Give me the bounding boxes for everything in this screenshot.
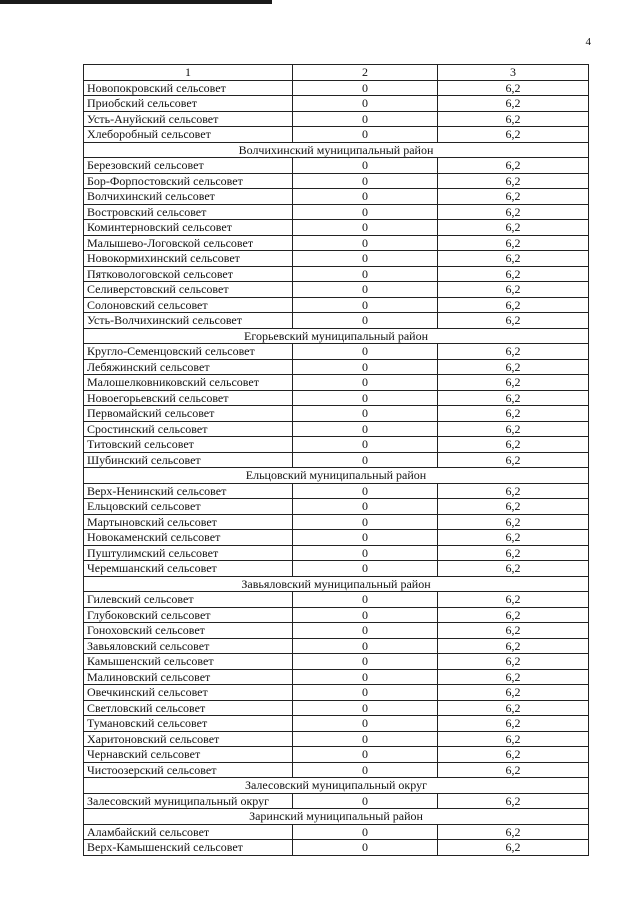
settlement-name-cell: Гилевский сельсовет (84, 592, 293, 608)
district-header-row (84, 142, 589, 158)
settlement-name-cell: Волчихинский сельсовет (84, 189, 293, 205)
settlement-name-cell: Пятковологовской сельсовет (84, 266, 293, 282)
header-cell-2: 2 (293, 65, 438, 81)
table-row (84, 437, 589, 453)
table-row (84, 514, 589, 530)
settlement-name-cell: Востровский сельсовет (84, 204, 293, 220)
settlement-name-cell: Завьяловский сельсовет (84, 638, 293, 654)
column-3-value-cell: 6,2 (438, 127, 589, 143)
column-2-value-cell: 0 (293, 824, 438, 840)
table-row (84, 669, 589, 685)
table-row (84, 80, 589, 96)
table-row (84, 700, 589, 716)
column-3-value-cell: 6,2 (438, 437, 589, 453)
district-title: Волчихинский муниципальный район (84, 142, 589, 158)
column-2-value-cell: 0 (293, 344, 438, 360)
district-header-row (84, 328, 589, 344)
settlement-name-cell: Новокормихинский сельсовет (84, 251, 293, 267)
column-3-value-cell: 6,2 (438, 747, 589, 763)
settlement-name-cell: Чернавский сельсовет (84, 747, 293, 763)
district-header-row (84, 576, 589, 592)
settlement-name-cell: Верх-Камышенский сельсовет (84, 840, 293, 856)
column-2-value-cell: 0 (293, 638, 438, 654)
column-3-value-cell: 6,2 (438, 204, 589, 220)
district-header-row (84, 468, 589, 484)
table-row (84, 824, 589, 840)
table-row (84, 173, 589, 189)
table-row (84, 654, 589, 670)
column-3-value-cell: 6,2 (438, 545, 589, 561)
table-row (84, 840, 589, 856)
column-2-value-cell: 0 (293, 793, 438, 809)
column-3-value-cell: 6,2 (438, 80, 589, 96)
settlement-name-cell: Малышево-Логовской сельсовет (84, 235, 293, 251)
settlement-name-cell: Пуштулимский сельсовет (84, 545, 293, 561)
column-2-value-cell: 0 (293, 623, 438, 639)
table-row (84, 716, 589, 732)
column-3-value-cell: 6,2 (438, 638, 589, 654)
table-row (84, 344, 589, 360)
column-3-value-cell: 6,2 (438, 530, 589, 546)
table-row (84, 421, 589, 437)
settlement-name-cell: Новоегорьевский сельсовет (84, 390, 293, 406)
column-2-value-cell: 0 (293, 607, 438, 623)
table-row (84, 747, 589, 763)
column-2-value-cell: 0 (293, 127, 438, 143)
settlement-name-cell: Новопокровский сельсовет (84, 80, 293, 96)
settlement-name-cell: Светловский сельсовет (84, 700, 293, 716)
column-2-value-cell: 0 (293, 96, 438, 112)
table-row (84, 220, 589, 236)
table-row (84, 158, 589, 174)
settlement-name-cell: Березовский сельсовет (84, 158, 293, 174)
settlement-name-cell: Камышенский сельсовет (84, 654, 293, 670)
settlement-name-cell: Залесовский муниципальный округ (84, 793, 293, 809)
column-3-value-cell: 6,2 (438, 669, 589, 685)
settlement-name-cell: Малошелковниковский сельсовет (84, 375, 293, 391)
table-row (84, 499, 589, 515)
column-2-value-cell: 0 (293, 282, 438, 298)
column-2-value-cell: 0 (293, 390, 438, 406)
column-3-value-cell: 6,2 (438, 592, 589, 608)
column-2-value-cell: 0 (293, 452, 438, 468)
column-2-value-cell: 0 (293, 313, 438, 329)
column-2-value-cell: 0 (293, 406, 438, 422)
column-3-value-cell: 6,2 (438, 390, 589, 406)
settlement-name-cell: Овечкинский сельсовет (84, 685, 293, 701)
column-3-value-cell: 6,2 (438, 282, 589, 298)
table-row (84, 793, 589, 809)
table-row (84, 127, 589, 143)
table-row (84, 390, 589, 406)
column-2-value-cell: 0 (293, 530, 438, 546)
scan-edge-mark (0, 0, 272, 4)
column-2-value-cell: 0 (293, 235, 438, 251)
column-3-value-cell: 6,2 (438, 793, 589, 809)
settlement-name-cell: Гоноховский сельсовет (84, 623, 293, 639)
table-row (84, 251, 589, 267)
column-2-value-cell: 0 (293, 700, 438, 716)
column-2-value-cell: 0 (293, 561, 438, 577)
table-row (84, 623, 589, 639)
column-3-value-cell: 6,2 (438, 158, 589, 174)
settlement-name-cell: Солоновский сельсовет (84, 297, 293, 313)
column-3-value-cell: 6,2 (438, 685, 589, 701)
settlement-name-cell: Бор-Форпостовский сельсовет (84, 173, 293, 189)
column-2-value-cell: 0 (293, 437, 438, 453)
district-title: Егорьевский муниципальный район (84, 328, 589, 344)
column-2-value-cell: 0 (293, 297, 438, 313)
header-cell-3: 3 (438, 65, 589, 81)
settlement-name-cell: Усть-Ануйский сельсовет (84, 111, 293, 127)
table-row (84, 235, 589, 251)
column-3-value-cell: 6,2 (438, 173, 589, 189)
column-3-value-cell: 6,2 (438, 111, 589, 127)
column-3-value-cell: 6,2 (438, 266, 589, 282)
settlement-name-cell: Аламбайский сельсовет (84, 824, 293, 840)
table-row (84, 762, 589, 778)
column-2-value-cell: 0 (293, 359, 438, 375)
district-header-row (84, 778, 589, 794)
column-2-value-cell: 0 (293, 483, 438, 499)
column-2-value-cell: 0 (293, 204, 438, 220)
settlement-name-cell: Ельцовский сельсовет (84, 499, 293, 515)
column-3-value-cell: 6,2 (438, 716, 589, 732)
column-3-value-cell: 6,2 (438, 824, 589, 840)
district-title: Завьяловский муниципальный район (84, 576, 589, 592)
column-3-value-cell: 6,2 (438, 359, 589, 375)
column-3-value-cell: 6,2 (438, 762, 589, 778)
settlement-name-cell: Глубоковский сельсовет (84, 607, 293, 623)
table-row (84, 189, 589, 205)
column-3-value-cell: 6,2 (438, 313, 589, 329)
table-row (84, 359, 589, 375)
settlement-name-cell: Селиверстовский сельсовет (84, 282, 293, 298)
table-row (84, 96, 589, 112)
table-row (84, 530, 589, 546)
column-2-value-cell: 0 (293, 685, 438, 701)
settlement-name-cell: Титовский сельсовет (84, 437, 293, 453)
table-row (84, 111, 589, 127)
settlement-name-cell: Чистоозерский сельсовет (84, 762, 293, 778)
header-cell-1: 1 (84, 65, 293, 81)
column-2-value-cell: 0 (293, 251, 438, 267)
settlement-name-cell: Хлеборобный сельсовет (84, 127, 293, 143)
column-2-value-cell: 0 (293, 220, 438, 236)
settlement-name-cell: Коминтерновский сельсовет (84, 220, 293, 236)
settlement-name-cell: Мартыновский сельсовет (84, 514, 293, 530)
column-3-value-cell: 6,2 (438, 514, 589, 530)
column-3-value-cell: 6,2 (438, 840, 589, 856)
table-row (84, 607, 589, 623)
settlement-name-cell: Черемшанский сельсовет (84, 561, 293, 577)
column-2-value-cell: 0 (293, 514, 438, 530)
settlement-name-cell: Приобский сельсовет (84, 96, 293, 112)
column-2-value-cell: 0 (293, 840, 438, 856)
table-row (84, 545, 589, 561)
column-3-value-cell: 6,2 (438, 375, 589, 391)
district-title: Залесовский муниципальный округ (84, 778, 589, 794)
column-3-value-cell: 6,2 (438, 297, 589, 313)
table-row (84, 731, 589, 747)
column-2-value-cell: 0 (293, 173, 438, 189)
table-row (84, 452, 589, 468)
table-row (84, 282, 589, 298)
column-3-value-cell: 6,2 (438, 731, 589, 747)
settlement-name-cell: Кругло-Семенцовский сельсовет (84, 344, 293, 360)
district-title: Заринский муниципальный район (84, 809, 589, 825)
column-3-value-cell: 6,2 (438, 623, 589, 639)
column-2-value-cell: 0 (293, 654, 438, 670)
column-2-value-cell: 0 (293, 421, 438, 437)
settlement-name-cell: Малиновский сельсовет (84, 669, 293, 685)
column-2-value-cell: 0 (293, 716, 438, 732)
column-2-value-cell: 0 (293, 158, 438, 174)
column-3-value-cell: 6,2 (438, 96, 589, 112)
column-2-value-cell: 0 (293, 747, 438, 763)
column-2-value-cell: 0 (293, 266, 438, 282)
column-3-value-cell: 6,2 (438, 700, 589, 716)
data-table (83, 64, 589, 856)
header-row (84, 65, 589, 81)
column-2-value-cell: 0 (293, 375, 438, 391)
column-3-value-cell: 6,2 (438, 220, 589, 236)
settlement-name-cell: Шубинский сельсовет (84, 452, 293, 468)
column-2-value-cell: 0 (293, 592, 438, 608)
table-row (84, 266, 589, 282)
settlement-name-cell: Лебяжинский сельсовет (84, 359, 293, 375)
table-row (84, 297, 589, 313)
page-number: 4 (585, 36, 591, 48)
district-title: Ельцовский муниципальный район (84, 468, 589, 484)
settlement-name-cell: Тумановский сельсовет (84, 716, 293, 732)
table-row (84, 592, 589, 608)
table-row (84, 685, 589, 701)
column-3-value-cell: 6,2 (438, 452, 589, 468)
table-row (84, 204, 589, 220)
settlement-name-cell: Первомайский сельсовет (84, 406, 293, 422)
column-3-value-cell: 6,2 (438, 344, 589, 360)
table-row (84, 375, 589, 391)
column-3-value-cell: 6,2 (438, 654, 589, 670)
settlement-name-cell: Усть-Волчихинский сельсовет (84, 313, 293, 329)
column-2-value-cell: 0 (293, 80, 438, 96)
column-3-value-cell: 6,2 (438, 251, 589, 267)
settlement-name-cell: Сростинский сельсовет (84, 421, 293, 437)
column-3-value-cell: 6,2 (438, 561, 589, 577)
column-3-value-cell: 6,2 (438, 235, 589, 251)
settlement-name-cell: Верх-Ненинский сельсовет (84, 483, 293, 499)
column-2-value-cell: 0 (293, 669, 438, 685)
table-row (84, 406, 589, 422)
settlement-name-cell: Новокаменский сельсовет (84, 530, 293, 546)
column-2-value-cell: 0 (293, 545, 438, 561)
district-header-row (84, 809, 589, 825)
column-2-value-cell: 0 (293, 111, 438, 127)
column-3-value-cell: 6,2 (438, 421, 589, 437)
column-2-value-cell: 0 (293, 499, 438, 515)
column-2-value-cell: 0 (293, 189, 438, 205)
column-2-value-cell: 0 (293, 762, 438, 778)
column-3-value-cell: 6,2 (438, 483, 589, 499)
table-row (84, 483, 589, 499)
column-3-value-cell: 6,2 (438, 499, 589, 515)
table-body (84, 65, 589, 856)
column-3-value-cell: 6,2 (438, 189, 589, 205)
column-3-value-cell: 6,2 (438, 607, 589, 623)
settlement-name-cell: Харитоновский сельсовет (84, 731, 293, 747)
table-row (84, 561, 589, 577)
table-row (84, 638, 589, 654)
table-row (84, 313, 589, 329)
column-3-value-cell: 6,2 (438, 406, 589, 422)
column-2-value-cell: 0 (293, 731, 438, 747)
